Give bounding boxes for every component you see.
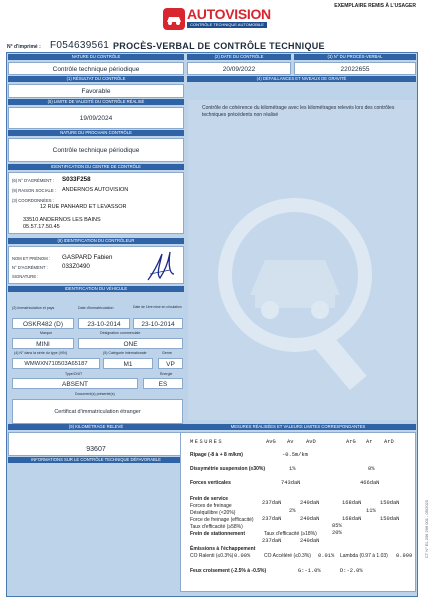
controleur-header: (8) IDENTIFICATION DU CONTRÔLEUR	[8, 238, 184, 244]
form-code: CT N° EL 206 296 001 - 05/2020	[424, 500, 429, 559]
car-logo-icon	[163, 8, 185, 30]
forces-verticales-label: Forces verticales	[190, 480, 231, 486]
imprime-label: N° d'imprimé :	[7, 44, 41, 50]
force-freinage-eff-label: Force de freinage (efficacité)	[190, 517, 254, 523]
defaillances-area	[188, 100, 416, 420]
forces-freinage-arg: 168daN	[342, 500, 362, 506]
lambda-label: Lambda (0.97 à 1.03)	[340, 553, 388, 559]
resultat-header: (1) RÉSULTAT DU CONTRÔLE	[8, 76, 184, 82]
force-eff-arg: 168daN	[342, 516, 362, 522]
prochain-controle-header: NATURE DU PROCHAIN CONTRÔLE	[8, 130, 184, 136]
centre-agrement-value: S033F258	[62, 176, 91, 183]
forces-freinage-avg: 237daN	[262, 500, 282, 506]
vin-value: WMWXN710503A65187	[12, 358, 100, 369]
documents-label: Document(s) présenté(s)	[75, 392, 115, 396]
date-immat-label: Date d'immatriculation	[78, 306, 114, 310]
dissym-susp-label: Dissymétrie suspension (≤30%)	[190, 466, 265, 472]
marque-label: Marque	[40, 331, 53, 335]
resultat-value: Favorable	[8, 84, 184, 98]
centre-raison-label: (9) RAISON SOCIALE :	[12, 188, 56, 193]
vin-label: (4) N° dans la série du type (VIN)	[14, 351, 67, 355]
forces-verticales-ar: 466daN	[360, 480, 380, 486]
col-avg: AvG	[266, 439, 276, 445]
forces-freinage-ard: 150daN	[380, 500, 400, 506]
mesures-title: MESURES	[190, 439, 224, 445]
lambda-value: 0.999	[396, 553, 413, 559]
forces-freinage-avd: 240daN	[300, 500, 320, 506]
co-accelere-value: 0.01%	[318, 553, 335, 559]
immat-value: OSKR482 (D)	[12, 318, 74, 329]
date-circ-value: 23-10-2014	[133, 318, 183, 329]
force-eff-ard: 150daN	[380, 516, 400, 522]
designation-label: Désignation commerciale	[100, 331, 141, 335]
km-value: 93607	[8, 432, 184, 456]
feux-label: Feux croisement (-2.5% à -0.5%)	[190, 568, 267, 574]
ripage-label: Ripage (-8 à + 8 m/km)	[190, 452, 243, 458]
desequilibre-label: Déséquilibre (<20%)	[190, 510, 236, 516]
centre-header: IDENTIFICATION DU CENTRE DE CONTRÔLE	[8, 164, 184, 170]
col-av: Av	[287, 439, 294, 445]
forces-freinage-label: Forces de freinage	[190, 503, 232, 509]
pv-number-header: (3) N° DU PROCÈS-VERBAL	[294, 54, 416, 60]
emissions-label: Émissions à l'échappement	[190, 546, 256, 552]
type-value: ABSENT	[12, 378, 138, 389]
marque-value: MINI	[12, 338, 74, 349]
co-accelere-label: CO Accéléré (≤0.3%)	[264, 553, 311, 559]
logo-text: AUTOVISION	[187, 6, 271, 22]
feux-g-value: G:-1.0%	[298, 568, 321, 574]
nature-controle-value: Contrôle technique périodique	[8, 62, 184, 75]
km-header: (9) KILOMÉTRAGE RELEVÉ	[8, 424, 184, 430]
col-arg: ArG	[346, 439, 356, 445]
defaillance-text: Contrôle de cohérence du kilométrage avec les kilométrages relevés lors des contrôles techniques précédents non réalisé	[202, 105, 395, 118]
categorie-value: M1	[103, 358, 153, 369]
autovision-logo	[163, 6, 271, 32]
date-immat-value: 23-10-2014	[78, 318, 130, 329]
dissym-susp-av: 1%	[289, 466, 296, 472]
imprime-value: F054639561	[50, 40, 110, 51]
mesures-header: MESURES RÉALISÉES ET VALEURS LIMITES CORRESPONDANTES	[180, 424, 416, 430]
taux-eff-value: 85%	[332, 523, 342, 529]
documents-value: Certificat d'immatriculation étranger	[12, 399, 183, 424]
centre-raison-value: ANDERNOS AUTOVISION	[62, 187, 129, 193]
controleur-signature-label: SIGNATURE :	[12, 274, 39, 279]
date-controle-value: 20/09/2022	[187, 62, 291, 75]
stat-ar: 240daN	[300, 538, 320, 544]
vehicule-header: IDENTIFICATION DU VÉHICULE	[8, 286, 184, 292]
energie-value: ES	[143, 378, 183, 389]
centre-coord-label: (3) COORDONNÉES :	[12, 198, 54, 203]
co-ralenti-value: 0.00%	[234, 553, 251, 559]
col-ar: Ar	[366, 439, 373, 445]
centre-address2: 33510 ANDERNOS LES BAINS	[23, 217, 101, 223]
type-label: Type/CNIT	[65, 372, 83, 376]
defaillances-header: (4) DÉFAILLANCES ET NIVEAUX DE GRAVITÉ	[187, 76, 416, 82]
dissym-susp-ar: 0%	[368, 466, 375, 472]
prochain-controle-value: Contrôle technique périodique	[8, 138, 184, 162]
desequilibre-ar: 11%	[366, 508, 376, 514]
centre-agrement-label: (6) N° D'AGRÉMENT :	[12, 178, 54, 183]
taux-eff-label: Taux d'efficacité (≥58%)	[190, 524, 243, 530]
logo-subtext: CONTRÔLE TECHNIQUE AUTOMOBILE	[187, 22, 267, 28]
col-avd: AvD	[306, 439, 316, 445]
frein-service-label: Frein de service	[190, 496, 229, 502]
validite-header: (5) LIMITE DE VALIDITÉ DU CONTRÔLE RÉALISÉ	[8, 99, 184, 105]
centre-phone: 05.57.17.50.45	[23, 224, 60, 230]
categorie-label: (5) Catégorie internationale	[103, 351, 147, 355]
infos-defavorable-area	[8, 465, 184, 595]
forces-verticales-av: 743daN	[281, 480, 301, 486]
date-circ-label: Date de 1ère mise en circulation	[133, 305, 182, 309]
signature-image	[140, 244, 180, 284]
document-title: PROCÈS-VERBAL DE CONTRÔLE TECHNIQUE	[113, 41, 325, 51]
force-eff-avd: 240daN	[300, 516, 320, 522]
controleur-name-value: GASPARD Fabien	[62, 254, 113, 261]
validite-value: 19/09/2024	[8, 107, 184, 129]
ripage-value: -0.5m/km	[282, 452, 308, 458]
taux-stat-label: Taux d'efficacité (≥18%)	[264, 531, 317, 537]
immat-label: (2) Immatriculation et pays	[12, 306, 55, 310]
nature-controle-header: NATURE DU CONTRÔLE	[8, 54, 184, 60]
controleur-name-label: NOM ET PRÉNOM :	[12, 256, 51, 261]
co-ralenti-label: CO Ralenti (≤0.3%)	[190, 553, 234, 559]
feux-d-value: D:-2.0%	[340, 568, 363, 574]
frein-stationnement-label: Frein de stationnement	[190, 531, 246, 537]
centre-address1: 12 RUE PANHARD ET LEVASSOR	[40, 204, 127, 210]
copy-type: EXEMPLAIRE REMIS À L'USAGER	[334, 3, 416, 9]
date-controle-header: (2) DATE DU CONTRÔLE	[187, 54, 291, 60]
col-ard: ArD	[384, 439, 394, 445]
designation-value: ONE	[78, 338, 183, 349]
energie-label: Énergie	[160, 372, 173, 376]
pv-number-value: 22022655	[294, 62, 416, 75]
infos-defavorable-header: INFORMATIONS SUR LE CONTRÔLE TECHNIQUE DÉFAVORABLE	[8, 457, 184, 463]
controleur-agrement-label: N° D'AGRÉMENT :	[12, 265, 48, 270]
taux-stat-value: 20%	[332, 530, 342, 536]
genre-value: VP	[158, 358, 183, 369]
force-eff-avg: 237daN	[262, 516, 282, 522]
stat-av: 237daN	[262, 538, 282, 544]
desequilibre-av: 2%	[289, 508, 296, 514]
genre-label: Genre	[162, 351, 172, 355]
magnifier-watermark-icon	[210, 180, 400, 390]
controleur-agrement-value: 033Z0490	[62, 263, 90, 270]
